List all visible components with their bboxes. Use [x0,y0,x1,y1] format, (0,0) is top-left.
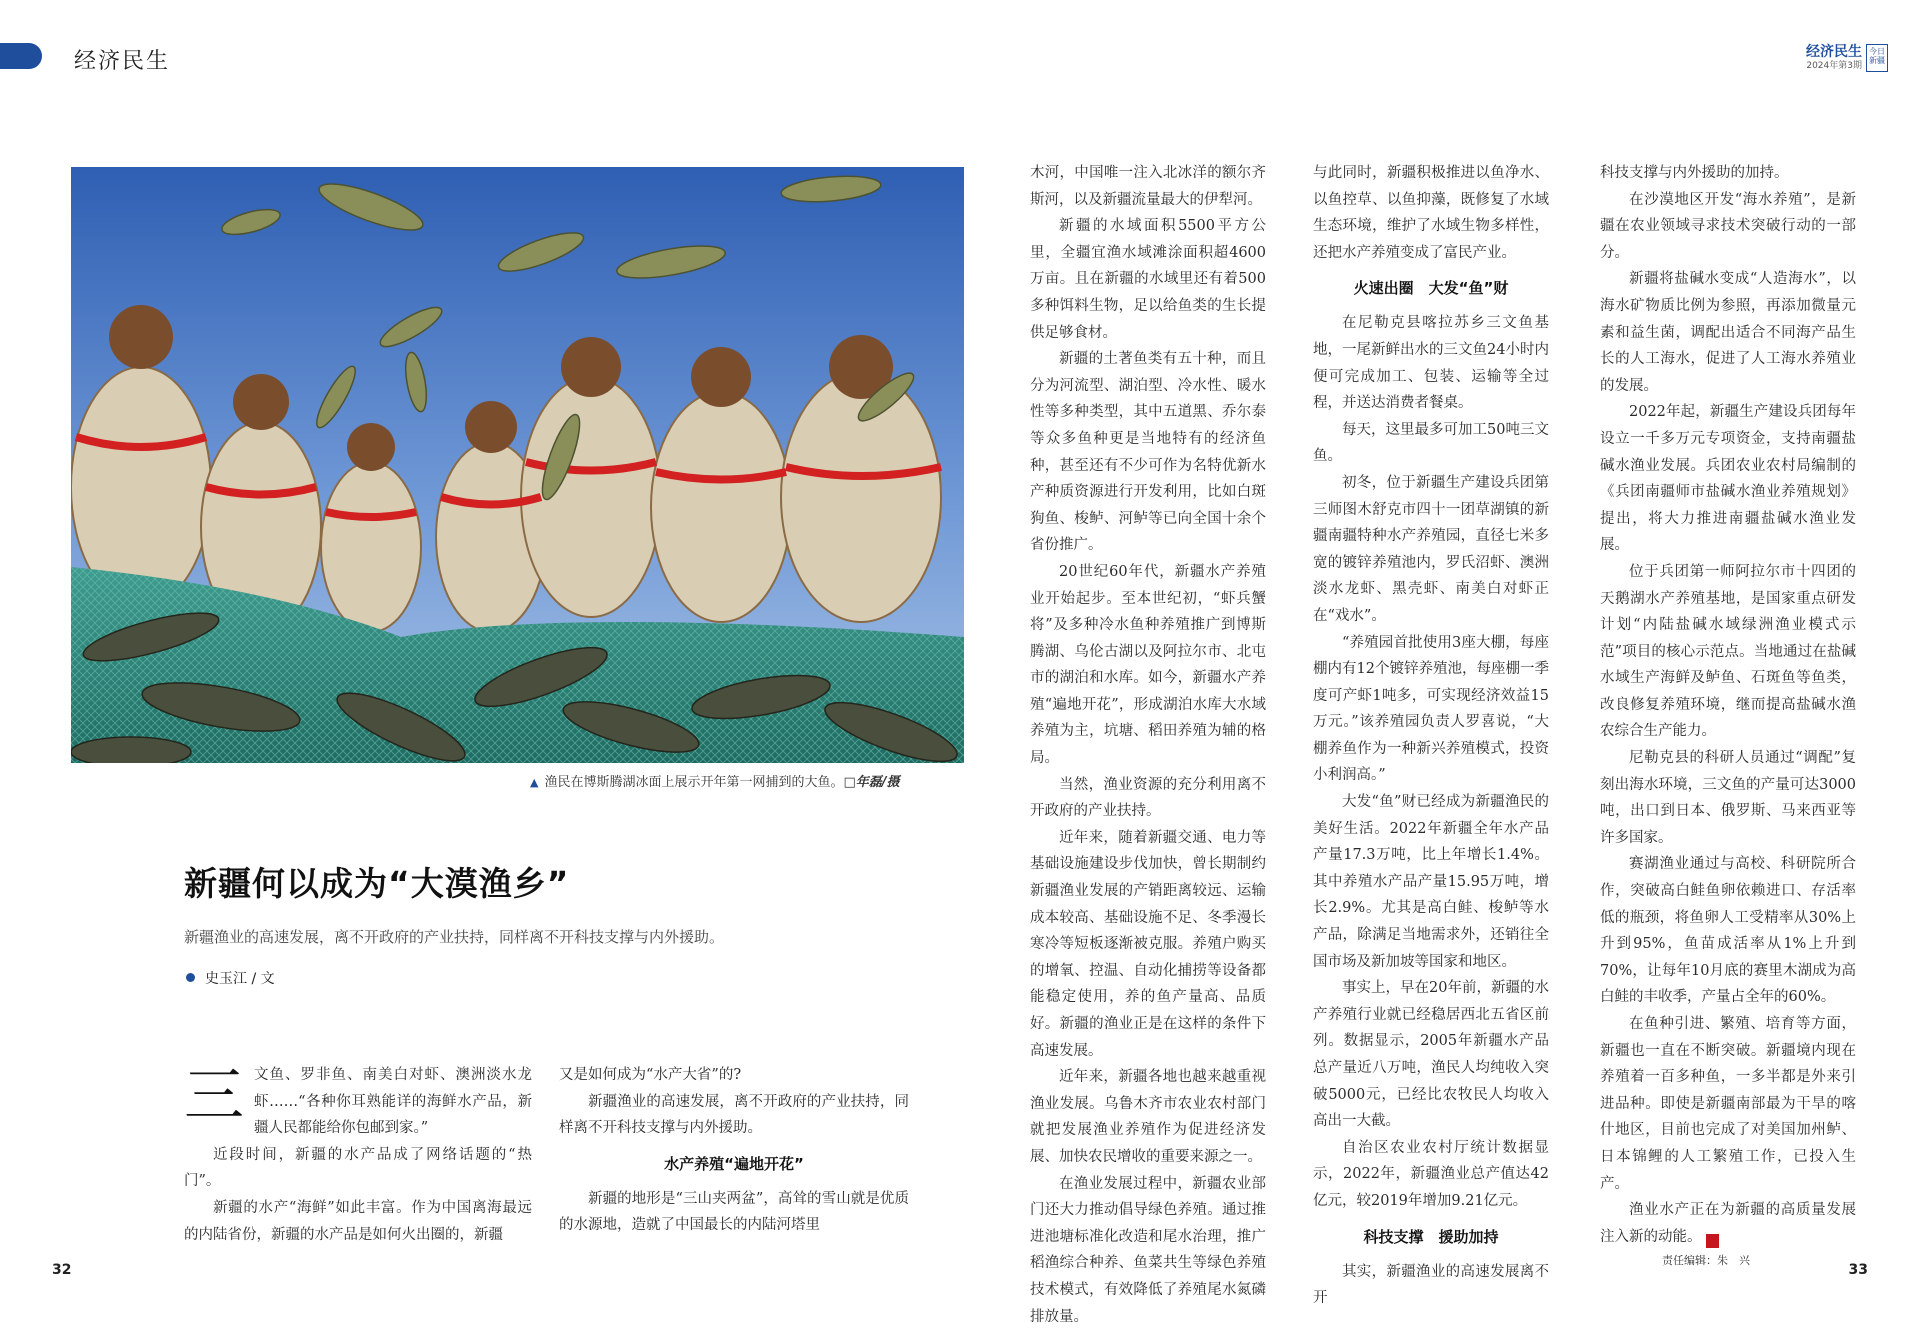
column-right-2 [1313,160,1549,1312]
paragraph: 在尼勒克县喀拉苏乡三文鱼基地，一尾新鲜出水的三文鱼24小时内便可完成加工、包装、运输等全过程，并送达消费者餐桌。 [1313,315,1549,412]
paragraph: 位于兵团第一师阿拉尔市十四团的天鹅湖水产养殖基地，是国家重点研发计划“内陆盐碱水域绿洲渔业模式示范”项目的核心示范点。当地通过在盐碱水域生产海鲜及鲈鱼、石斑鱼等鱼类，改良修复养殖环境，继而提高盐碱水渔农综合生产能力。 [1600,563,1856,740]
column-left-2 [559,1062,909,1239]
paragraph-final-text: 渔业水产正在为新疆的高质量发展注入新的动能。 [1600,1202,1856,1245]
paragraph: 20世纪60年代，新疆水产养殖业开始起步。至本世纪初，“虾兵蟹将”及多种冷水鱼种养殖推广到博斯腾湖、乌伦古湖以及阿拉尔市、北屯市的湖泊和水库。如今，新疆水产养殖“遍地开花”，形成湖泊水库大水域养殖为主，坑塘、稻田养殖为辅的格局。 [1030,563,1266,767]
article-byline [186,968,275,988]
column-right-3 [1600,160,1856,1250]
editor-credit: 责任编辑：朱 兴 [1662,1254,1750,1267]
paragraph: 新疆的水域面积5500平方公里，全疆宜渔水域滩涂面积超4600万亩。且在新疆的水域里还有着500多种饵料生物，足以给鱼类的生长提供足够食材。 [1030,218,1266,341]
paragraph: 近年来，新疆各地也越来越重视渔业发展。乌鲁木齐市农业农村部门就把发展渔业养殖作为促进经济发展、加快农民增收的重要来源之一。 [1030,1069,1266,1165]
paragraph: 每天，这里最多可加工50吨三文鱼。 [1313,421,1549,465]
masthead-issue: 2024年第3期 [1806,61,1862,71]
paragraph: 新疆的地形是“三山夹两盆”，高耸的雪山就是优质的水源地，造就了中国最长的内陆河塔里 [559,1190,909,1234]
section-tab-marker [0,43,42,69]
masthead [1806,44,1888,72]
section-title: 经济民生 [74,49,171,74]
paragraph: 在沙漠地区开发“海水养殖”，是新疆在农业领域寻求技术突破行动的一部分。 [1600,191,1856,261]
paragraph: 赛湖渔业通过与高校、科研院所合作，突破高白鲑鱼卵依赖进口、存活率低的瓶颈，将鱼卵人工受精率从30%上升到95%，鱼苗成活率从1%上升到70%，让每年10月底的赛里木湖成为高白鲑的丰收季，产量占全年的60%。 [1600,856,1856,1006]
paragraph: 当然，渔业资源的充分利用离不开政府的产业扶持。 [1030,776,1266,820]
article-standfirst: 新疆渔业的高速发展，离不开政府的产业扶持，同样离不开科技支撑与内外援助。 [184,928,725,946]
byline-dot-icon [186,973,195,982]
end-mark-icon: J [1706,1234,1719,1248]
subheading: 火速出圈 大发“鱼”财 [1353,279,1509,298]
paragraph-final [1600,1197,1856,1250]
paragraph: 其实，新疆渔业的高速发展离不开 [1313,1263,1549,1307]
feature-photo [71,167,964,763]
paragraph: 与此同时，新疆积极推进以鱼净水、以鱼控草、以鱼抑藻，既修复了水域生态环境，维护了水域生物多样性，还把水产养殖变成了富民产业。 [1313,165,1549,261]
paragraph: 科技支撑与内外援助的加持。 [1600,165,1789,181]
page-number-left: 32 [52,1262,72,1278]
article-headline: 新疆何以成为“大漠渔乡” [184,864,570,903]
byline-text: 史玉江 / 文 [205,971,275,987]
paragraph: 新疆渔业的高速发展，离不开政府的产业扶持，同样离不开科技支撑与内外援助。 [559,1093,909,1137]
photo-caption [530,771,900,790]
paragraph: 木河，中国唯一注入北冰洋的额尔齐斯河，以及新疆流量最大的伊犁河。 [1030,165,1266,208]
paragraph: 新疆的水产“海鲜”如此丰富。作为中国离海最远的内陆省份，新疆的水产品是如何火出圈的，新疆 [184,1199,532,1243]
column-left-1 [184,1062,532,1248]
paragraph: 又是如何成为“水产大省”的? [559,1067,742,1083]
paragraph: 初冬，位于新疆生产建设兵团第三师图木舒克市四十一团草湖镇的新疆南疆特种水产养殖园，直径七米多宽的镀锌养殖池内，罗氏沼虾、澳洲淡水龙虾、黑壳虾、南美白对虾正在“戏水”。 [1313,474,1549,624]
paragraph: 自治区农业农村厅统计数据显示，2022年，新疆渔业总产值达42亿元，较2019年增加9.21亿元。 [1313,1139,1549,1209]
masthead-name: 经济民生 [1806,44,1862,60]
paragraph: 2022年起，新疆生产建设兵团每年设立一千多万元专项资金，支持南疆盐碱水渔业发展。兵团农业农村局编制的《兵团南疆师市盐碱水渔业养殖规划》提出，将大力推进南疆盐碱水渔业发展。 [1600,404,1856,554]
caption-triangle-icon: ▲ [530,776,539,789]
paragraph: 事实上，早在20年前，新疆的水产养殖行业就已经稳居西北五省区前列。数据显示，2005年新疆水产品总产量近八万吨，渔民人均纯收入突破5000元，已经比农牧民人均收入高出一大截。 [1313,980,1549,1130]
paragraph: 近段时间，新疆的水产品成了网络话题的“热门”。 [184,1146,532,1190]
subheading: 水产养殖“遍地开花” [664,1154,804,1173]
paragraph: 大发“鱼”财已经成为新疆渔民的美好生活。2022年新疆全年水产品产量17.3万吨，比上年增长1.4%。其中养殖水产品产量15.95万吨，增长2.9%。尤其是高白鲑、梭鲈等水产品，除满足当地需求外，还销往全国市场及新加坡等国家和地区。 [1313,794,1549,970]
column-right-1 [1030,160,1266,1330]
masthead-logo: 今日新疆 [1866,44,1888,72]
paragraph: 近年来，随着新疆交通、电力等基础设施建设步伐加快，曾长期制约新疆渔业发展的产销距离较远、运输成本较高、基础设施不足、冬季漫长寒冷等短板逐渐被克服。养殖户购买的增氧、控温、自动化捕捞等设备都能稳定使用，养的鱼产量高、品质好。新疆的渔业正是在这样的条件下高速发展。 [1030,829,1266,1059]
paragraph: 文鱼、罗非鱼、南美白对虾、澳洲淡水龙虾……“各种你耳熟能详的海鲜水产品，新疆人民都能给你包邮到家。” [254,1067,532,1137]
paragraph: 新疆将盐碱水变成“人造海水”，以海水矿物质比例为参照，再添加微量元素和益生菌，调配出适合不同海产品生长的人工海水，促进了人工海水养殖业的发展。 [1600,271,1856,394]
drop-cap: 三 [184,1061,244,1131]
paragraph: 尼勒克县的科研人员通过“调配”复刻出海水环境，三文鱼的产量可达3000吨，出口到日本、俄罗斯、马来西亚等许多国家。 [1600,750,1856,846]
caption-credit: □年磊/摄 [843,775,900,790]
paragraph: 新疆的土著鱼类有五十种，而且分为河流型、湖泊型、冷水性、暖水性等多种类型，其中五道黑、乔尔泰等众多鱼种更是当地特有的经济鱼种，甚至还有不少可作为名特优新水产种质资源进行开发利用，比如白斑狗鱼、梭鲈、河鲈等已向全国十余个省份推广。 [1030,351,1266,554]
subheading: 科技支撑 援助加持 [1363,1227,1499,1246]
caption-text: 渔民在博斯腾湖冰面上展示开年第一网捕到的大鱼。 [544,775,844,790]
paragraph: 在渔业发展过程中，新疆农业部门还大力推动倡导绿色养殖。通过推进池塘标准化改造和尾水治理，推广稻渔综合种养、鱼菜共生等绿色养殖技术模式，有效降低了养殖尾水氮磷排放量。 [1030,1175,1266,1325]
fishermen-photo-illustration [71,167,964,763]
page-number-right: 33 [1848,1262,1868,1278]
paragraph: “养殖园首批使用3座大棚，每座棚内有12个镀锌养殖池，每座棚一季度可产虾1吨多，可实现经济效益15万元。”该养殖园负责人罗喜说，“大棚养鱼作为一种新兴养殖模式，投资小利润高。” [1313,634,1549,784]
paragraph: 在鱼种引进、繁殖、培育等方面，新疆也一直在不断突破。新疆境内现在养殖着一百多种鱼，一多半都是外来引进品种。即使是新疆南部最为干旱的喀什地区，目前也完成了对美国加州鲈、日本锦鲤的人工繁殖工作，已投入生产。 [1600,1016,1856,1192]
